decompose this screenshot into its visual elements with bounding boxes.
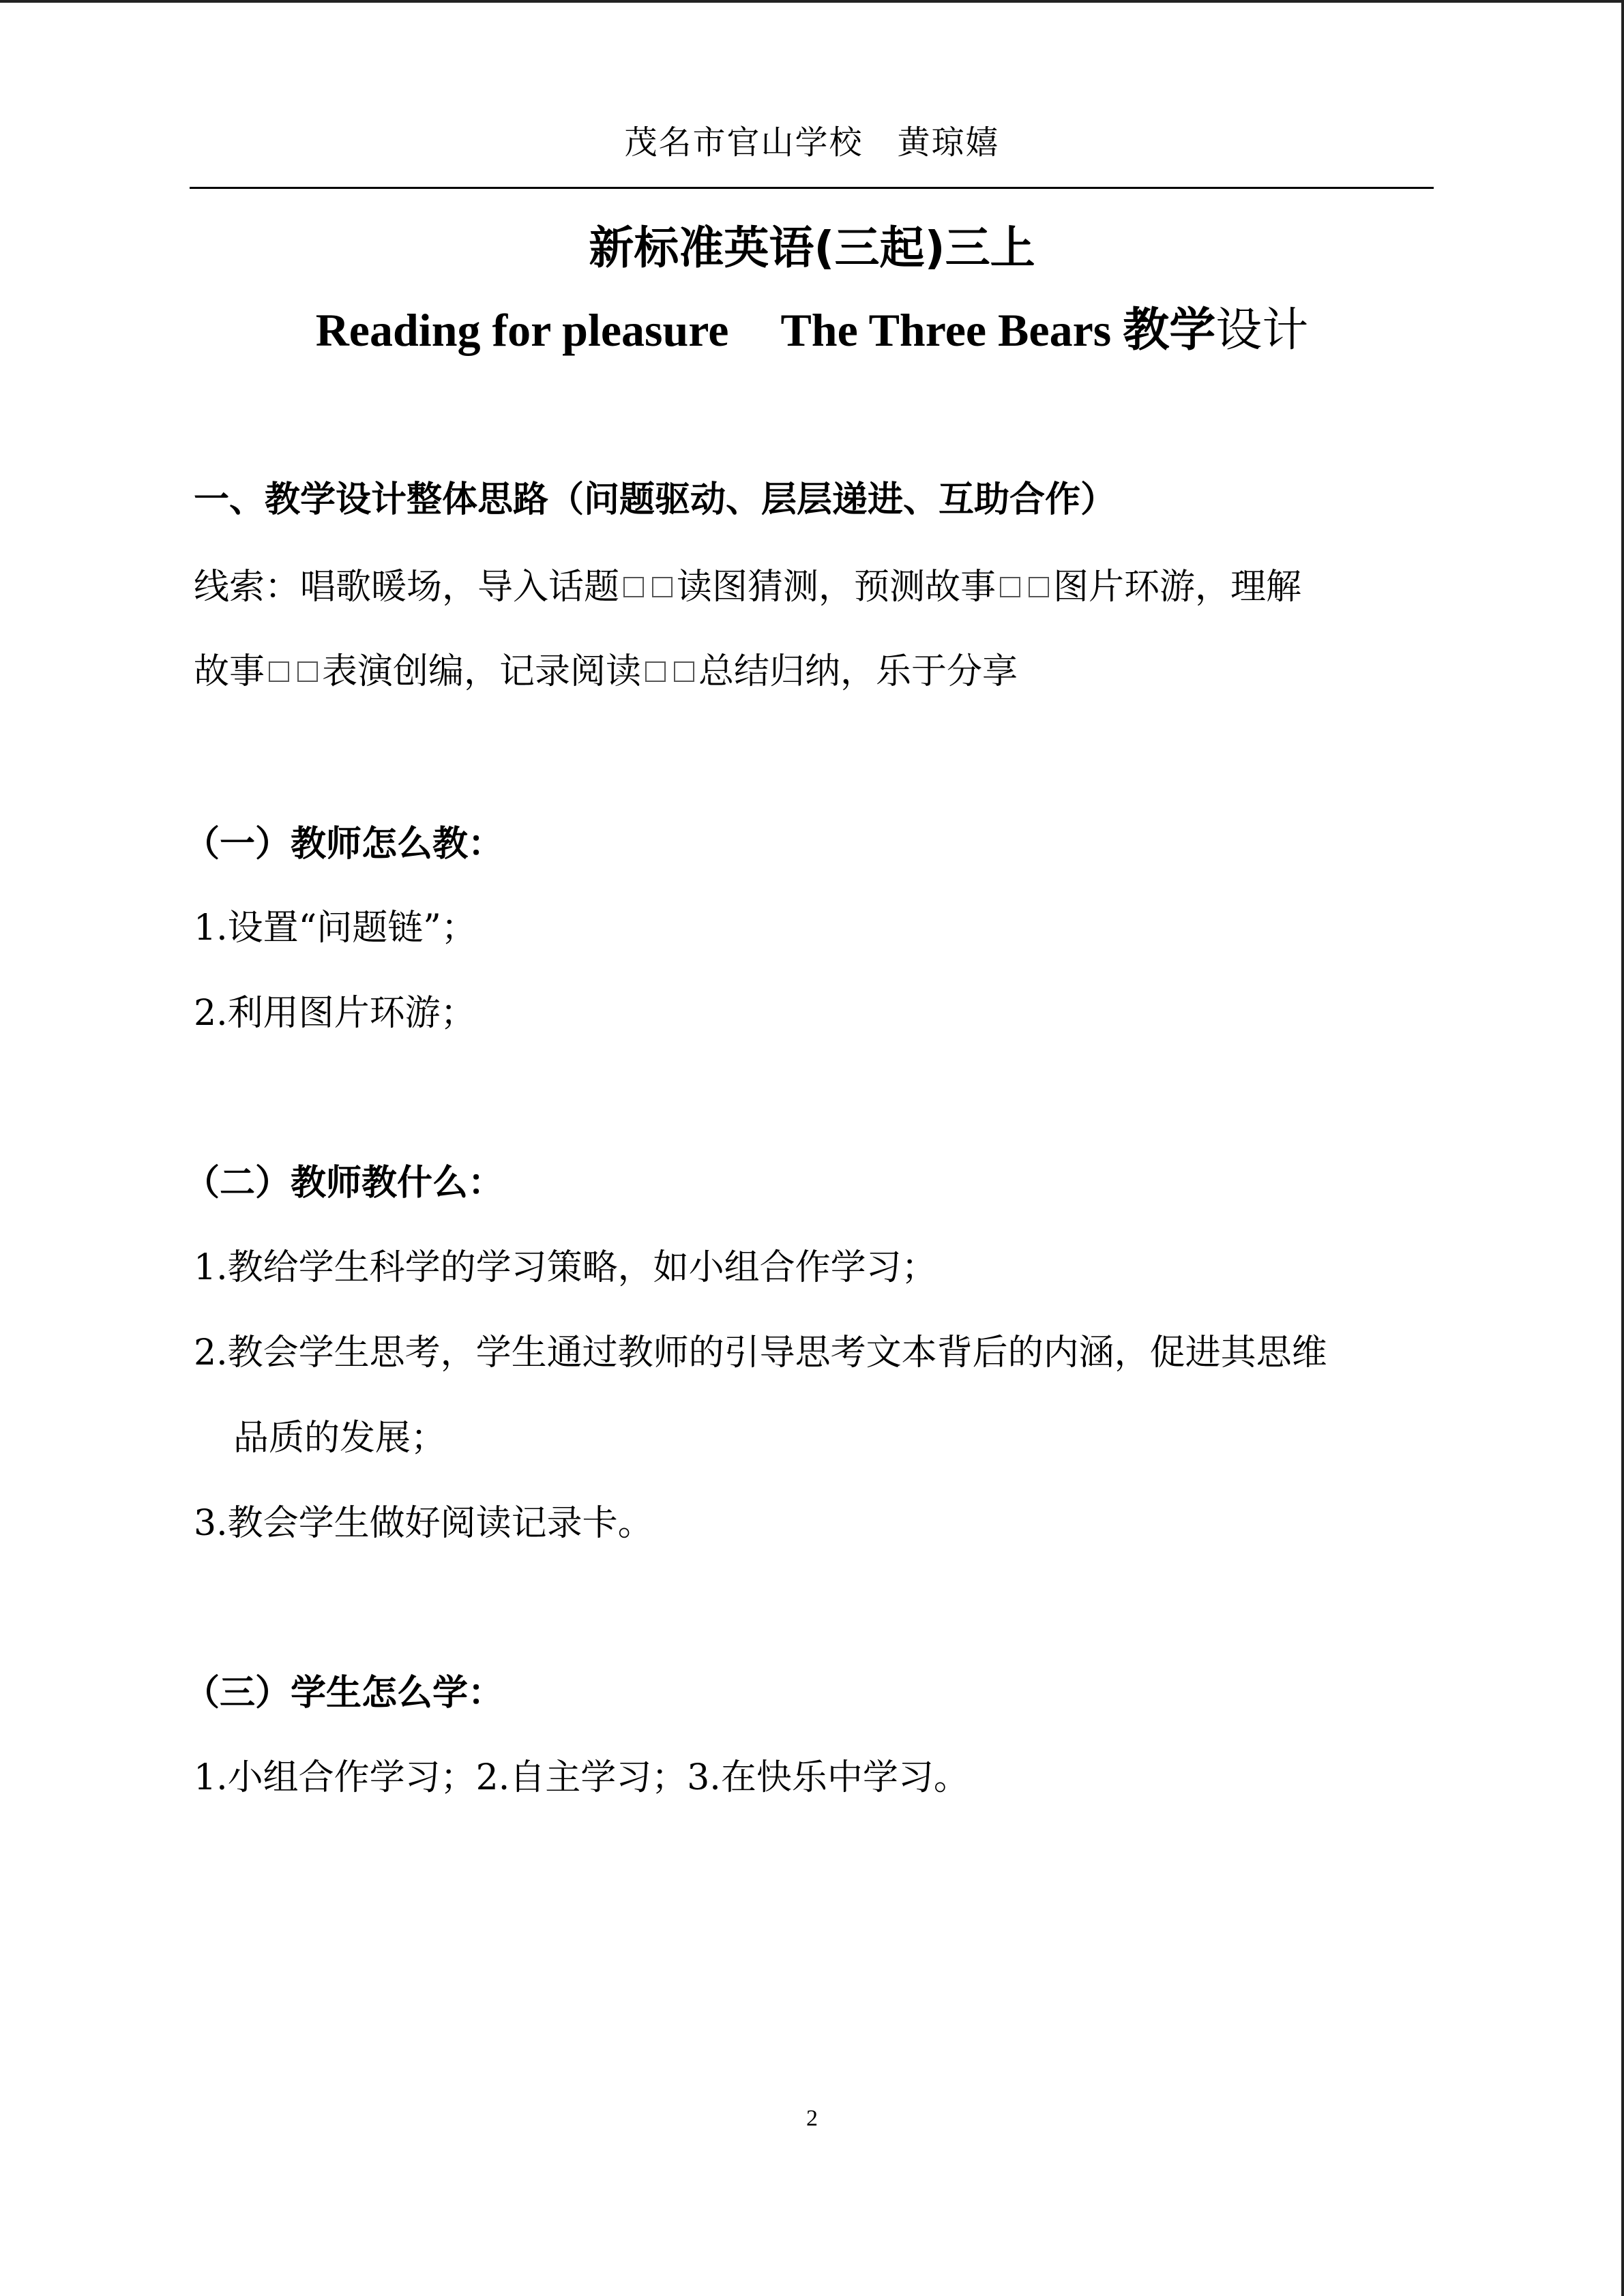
clue-step: 读图猜测，预测故事 [677, 567, 996, 608]
clue-step: 唱歌暖场，导入话题 [300, 567, 620, 608]
part-2-item-continuation: 品质的发展； [233, 1418, 447, 1459]
document-title-line-1: 新标准英语(三起)三上 [589, 222, 1035, 274]
part-2-item: 2.教会学生思考，学生通过教师的引导思考文本背后的内涵，促进其思维 [194, 1332, 1327, 1373]
clue-step: 图片环游，理解 [1053, 567, 1302, 608]
page-header: 茂名市官山学校 黄琼嬉 [624, 123, 1000, 162]
header-divider [190, 187, 1434, 189]
part-1-item: 2.利用图片环游； [194, 993, 476, 1034]
title-design: 设计 [1215, 303, 1309, 357]
clue-label: 线索： [194, 567, 301, 608]
page-top-edge [0, 0, 1624, 3]
placeholder-box-icon [623, 577, 644, 597]
placeholder-box-icon [1029, 577, 1049, 597]
placeholder-box-icon [297, 661, 318, 682]
part-3-heading: （三）学生怎么学： [184, 1673, 504, 1714]
placeholder-box-icon [674, 661, 694, 682]
title-three-bears: The Three Bears [780, 304, 1123, 356]
title-reading-for-pleasure: Reading for pleasure [315, 304, 729, 356]
placeholder-box-icon [645, 661, 666, 682]
part-1-heading: （一）教师怎么教： [184, 824, 504, 865]
page-number: 2 [806, 2106, 818, 2131]
clue-step: 故事 [194, 651, 265, 692]
placeholder-box-icon [1000, 577, 1020, 597]
part-2-heading: （二）教师教什么： [184, 1163, 504, 1204]
placeholder-box-icon [652, 577, 673, 597]
clue-step: 总结归纳，乐于分享 [698, 651, 1018, 692]
clue-step: 表演创编，记录阅读 [322, 651, 642, 692]
part-3-item: 1.小组合作学习；2.自主学习；3.在快乐中学习。 [194, 1757, 969, 1798]
clue-line-1 [194, 558, 1301, 609]
part-2-item: 1.教给学生科学的学习策略，如小组合作学习； [194, 1247, 937, 1288]
section-1-heading: 一、教学设计整体思路（问题驱动、层层递进、互助合作） [194, 479, 1117, 520]
title-teaching: 教学 [1123, 303, 1216, 357]
placeholder-box-icon [269, 661, 289, 682]
part-2-item: 3.教会学生做好阅读记录卡。 [194, 1503, 653, 1544]
clue-line-2 [194, 642, 1018, 694]
document-title-line-2 [0, 293, 1624, 359]
part-1-item: 1.设置“问题链”； [194, 908, 477, 949]
